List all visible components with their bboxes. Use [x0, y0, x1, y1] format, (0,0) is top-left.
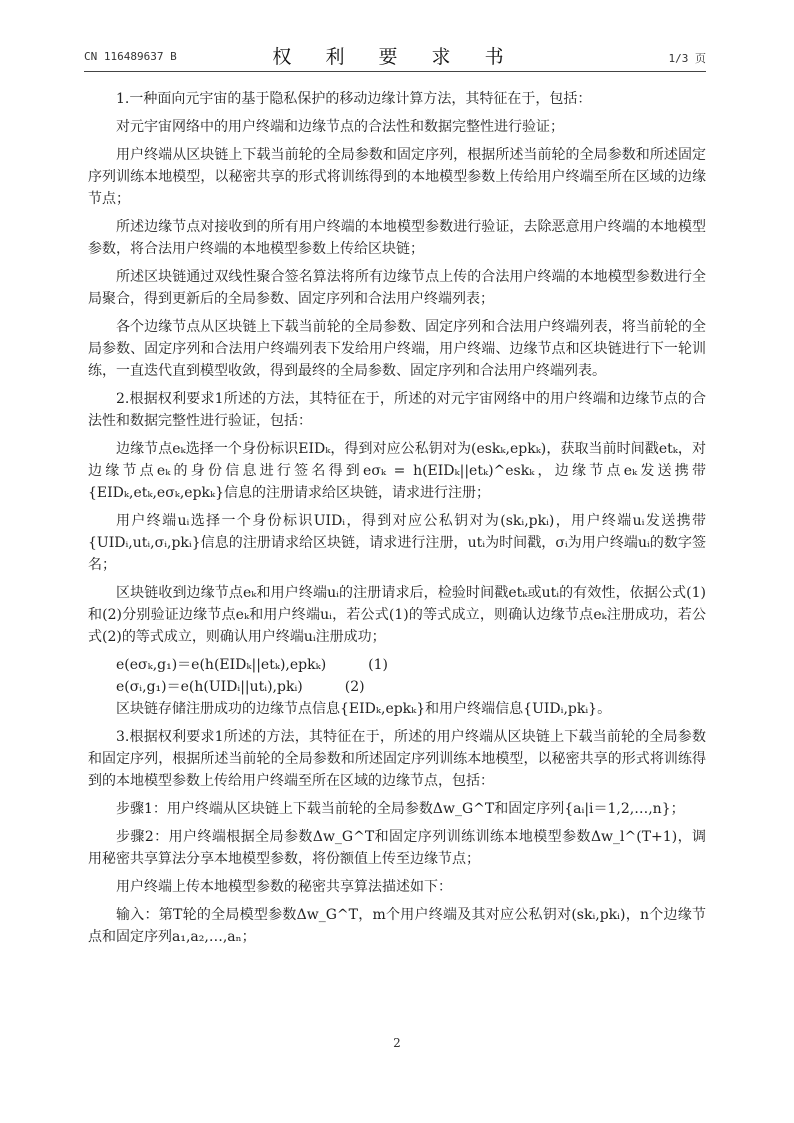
document-title: 权 利 要 求 书: [272, 46, 518, 68]
paragraph: 3.根据权利要求1所述的方法，其特征在于，所述的用户终端从区块链上下载当前轮的全局参数和固定序列，根据所述当前轮的全局参数和所述固定序列训练本地模型，以秘密共享的形式将训练得到的本地模型参数上传给用户终端至所在区域的边缘节点，包括：: [88, 729, 706, 789]
paragraph: 步骤2：用户终端根据全局参数Δw_G^T和固定序列训练训练本地模型参数Δw_l^(T+1)，调用秘密共享算法分享本地模型参数，将份额值上传至边缘节点；: [88, 829, 706, 867]
page-info: 1/3 页: [668, 52, 706, 65]
paragraph: 各个边缘节点从区块链上下载当前轮的全局参数、固定序列和合法用户终端列表，将当前轮的全局参数、固定序列和合法用户终端列表下发给用户终端，用户终端、边缘节点和区块链进行下一轮训练，一直迭代直到模型收敛，得到最终的全局参数、固定序列和合法用户终端列表。: [88, 319, 706, 379]
header-rule: [84, 71, 706, 72]
paragraph: 1.一种面向元宇宙的基于隐私保护的移动边缘计算方法，其特征在于，包括：: [116, 91, 592, 107]
paragraph: 步骤1：用户终端从区块链上下载当前轮的全局参数Δw_G^T和固定序列{aᵢ|i＝1,2,…,n}；: [116, 801, 685, 817]
paragraph: 用户终端从区块链上下载当前轮的全局参数和固定序列，根据所述当前轮的全局参数和所述固定序列训练本地模型，以秘密共享的形式将训练得到的本地模型参数上传给用户终端至所在区域的边缘节点；: [88, 147, 706, 207]
formula-1: e(eσₖ,g₁)＝e(h(EIDₖ||etₖ),epkₖ) (1): [116, 657, 388, 673]
page-header: [84, 42, 706, 70]
paragraph: 对元宇宙网络中的用户终端和边缘节点的合法性和数据完整性进行验证；: [116, 119, 564, 135]
paragraph: 区块链收到边缘节点eₖ和用户终端uᵢ的注册请求后，检验时间戳etₖ或utᵢ的有效性，依据公式(1)和(2)分别验证边缘节点eₖ和用户终端uᵢ，若公式(1)的等式成立，则确认边缘节点eₖ注册成功，若公式(2)的等式成立，则确认用户终端uᵢ注册成功；: [88, 585, 706, 645]
formula-note: 区块链存储注册成功的边缘节点信息{EIDₖ,epkₖ}和用户终端信息{UIDᵢ,pkᵢ}。: [116, 701, 612, 717]
paragraph: 边缘节点eₖ选择一个身份标识EIDₖ，得到对应公私钥对为(eskₖ,epkₖ)，获取当前时间戳etₖ，对边缘节点eₖ的身份信息进行签名得到eσₖ = h(EIDₖ||etₖ)^eskₖ，边缘节点eₖ发送携带{EIDₖ,etₖ,eσₖ,epkₖ}信息的注册请求给区块链，请求进行注册；: [88, 441, 706, 501]
claims-body: [88, 88, 706, 954]
paragraph: 所述边缘节点对接收到的所有用户终端的本地模型参数进行验证，去除恶意用户终端的本地模型参数，将合法用户终端的本地模型参数上传给区块链；: [88, 219, 706, 257]
paragraph: 输入：第T轮的全局模型参数Δw_G^T，m个用户终端及其对应公私钥对(skᵢ,pkᵢ)，n个边缘节点和固定序列a₁,a₂,…,aₙ；: [88, 907, 706, 945]
paragraph: 2.根据权利要求1所述的方法，其特征在于，所述的对元宇宙网络中的用户终端和边缘节点的合法性和数据完整性进行验证，包括：: [88, 391, 706, 429]
formula-block: [88, 654, 706, 720]
paragraph: 用户终端上传本地模型参数的秘密共享算法描述如下：: [116, 879, 452, 895]
formula-2: e(σᵢ,g₁)＝e(h(UIDᵢ||utᵢ),pkᵢ) (2): [116, 679, 365, 695]
page-number: 2: [393, 1036, 401, 1050]
patent-number: CN 116489637 B: [84, 50, 177, 63]
paragraph: 所述区块链通过双线性聚合签名算法将所有边缘节点上传的合法用户终端的本地模型参数进行全局聚合，得到更新后的全局参数、固定序列和合法用户终端列表；: [88, 269, 706, 307]
paragraph: 用户终端uᵢ选择一个身份标识UIDᵢ，得到对应公私钥对为(skᵢ,pkᵢ)，用户终端uᵢ发送携带{UIDᵢ,utᵢ,σᵢ,pkᵢ}信息的注册请求给区块链，请求进行注册，utᵢ为时间戳，σᵢ为用户终端uᵢ的数字签名；: [88, 513, 706, 573]
